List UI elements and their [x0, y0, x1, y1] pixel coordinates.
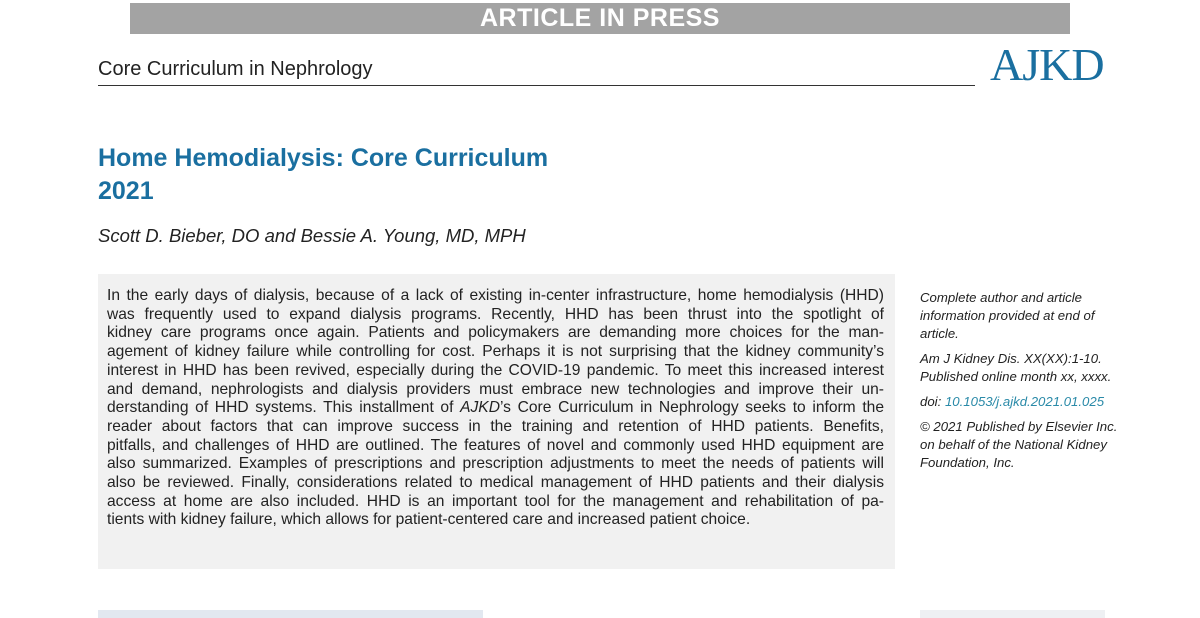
article-in-press-banner: ARTICLE IN PRESS	[130, 3, 1070, 34]
citation: Am J Kidney Dis. XX(XX):1-10. Published online month xx, xxxx.	[920, 351, 1112, 384]
next-section-box	[98, 610, 483, 618]
abstract-line: In the early days of dialysis, because of a lack of existing in-center infrastructure, home hemodialysis (HHD)	[107, 287, 884, 304]
abstract-line: kidney care programs once again. Patients and policymakers are demanding more choices for the man-	[107, 324, 884, 342]
abstract-line: tients with kidney failure, which allows for patient-centered care and increased patient choice.	[107, 511, 751, 529]
next-sidebar-box	[920, 610, 1105, 618]
abstract-box	[98, 274, 895, 569]
section-heading: Core Curriculum in Nephrology	[98, 58, 373, 80]
text: derstanding of HHD systems. This installment of	[107, 399, 461, 417]
abstract-line: pitfalls, and challenges of HHD are outlined. The features of novel and commonly used HHD equipment are	[107, 436, 884, 454]
abstract-line: access at home are also included. HHD is an important tool for the management and rehabilitation of pa-	[107, 492, 884, 510]
text: ’s Core Curriculum in Nephrology seeks to inform the	[499, 399, 885, 417]
doi-label: doi:	[920, 394, 945, 409]
article-title	[98, 142, 548, 208]
abstract-line: also be reviewed. Finally, considerations related to medical management of HHD patients and their dialysis	[107, 474, 884, 492]
journal-name: AJKD	[460, 399, 500, 417]
article-info-sidebar	[920, 289, 1120, 479]
abstract-line: interest in HHD has been revived, especially during the COVID-19 pandemic. To meet this increased interest	[107, 361, 884, 379]
header-divider	[98, 85, 975, 86]
author-info-note: Complete author and article information provided at end of article.	[920, 290, 1095, 341]
copyright: © 2021 Published by Elsevier Inc. on behalf of the National Kidney Foundation, Inc.	[920, 419, 1118, 470]
doi	[920, 393, 1120, 411]
abstract-line: also summarized. Examples of prescriptions and prescription adjustments to meet the needs of patients will	[107, 455, 884, 473]
title-line-2: 2021	[98, 177, 154, 205]
abstract-line: was frequently used to expand dialysis programs. Recently, HHD has been thrust into the spotlight of	[107, 305, 884, 323]
abstract-line: reader about factors that can improve success in the training and retention of HHD patients. Benefits,	[107, 417, 884, 435]
abstract-line	[107, 399, 884, 418]
journal-logo: AJKD	[990, 39, 1104, 90]
abstract-line: agement of kidney failure while controlling for cost. Perhaps it is not surprising that the kidney community’s	[107, 343, 884, 361]
abstract-line: and demand, nephrologists and dialysis providers must embrace new technologies and improve their un-	[107, 380, 884, 398]
authors: Scott D. Bieber, DO and Bessie A. Young, MD, MPH	[98, 225, 526, 246]
doi-link[interactable]: 10.1053/j.ajkd.2021.01.025	[944, 394, 1105, 409]
title-line-1: Home Hemodialysis: Core Curriculum	[98, 144, 549, 172]
